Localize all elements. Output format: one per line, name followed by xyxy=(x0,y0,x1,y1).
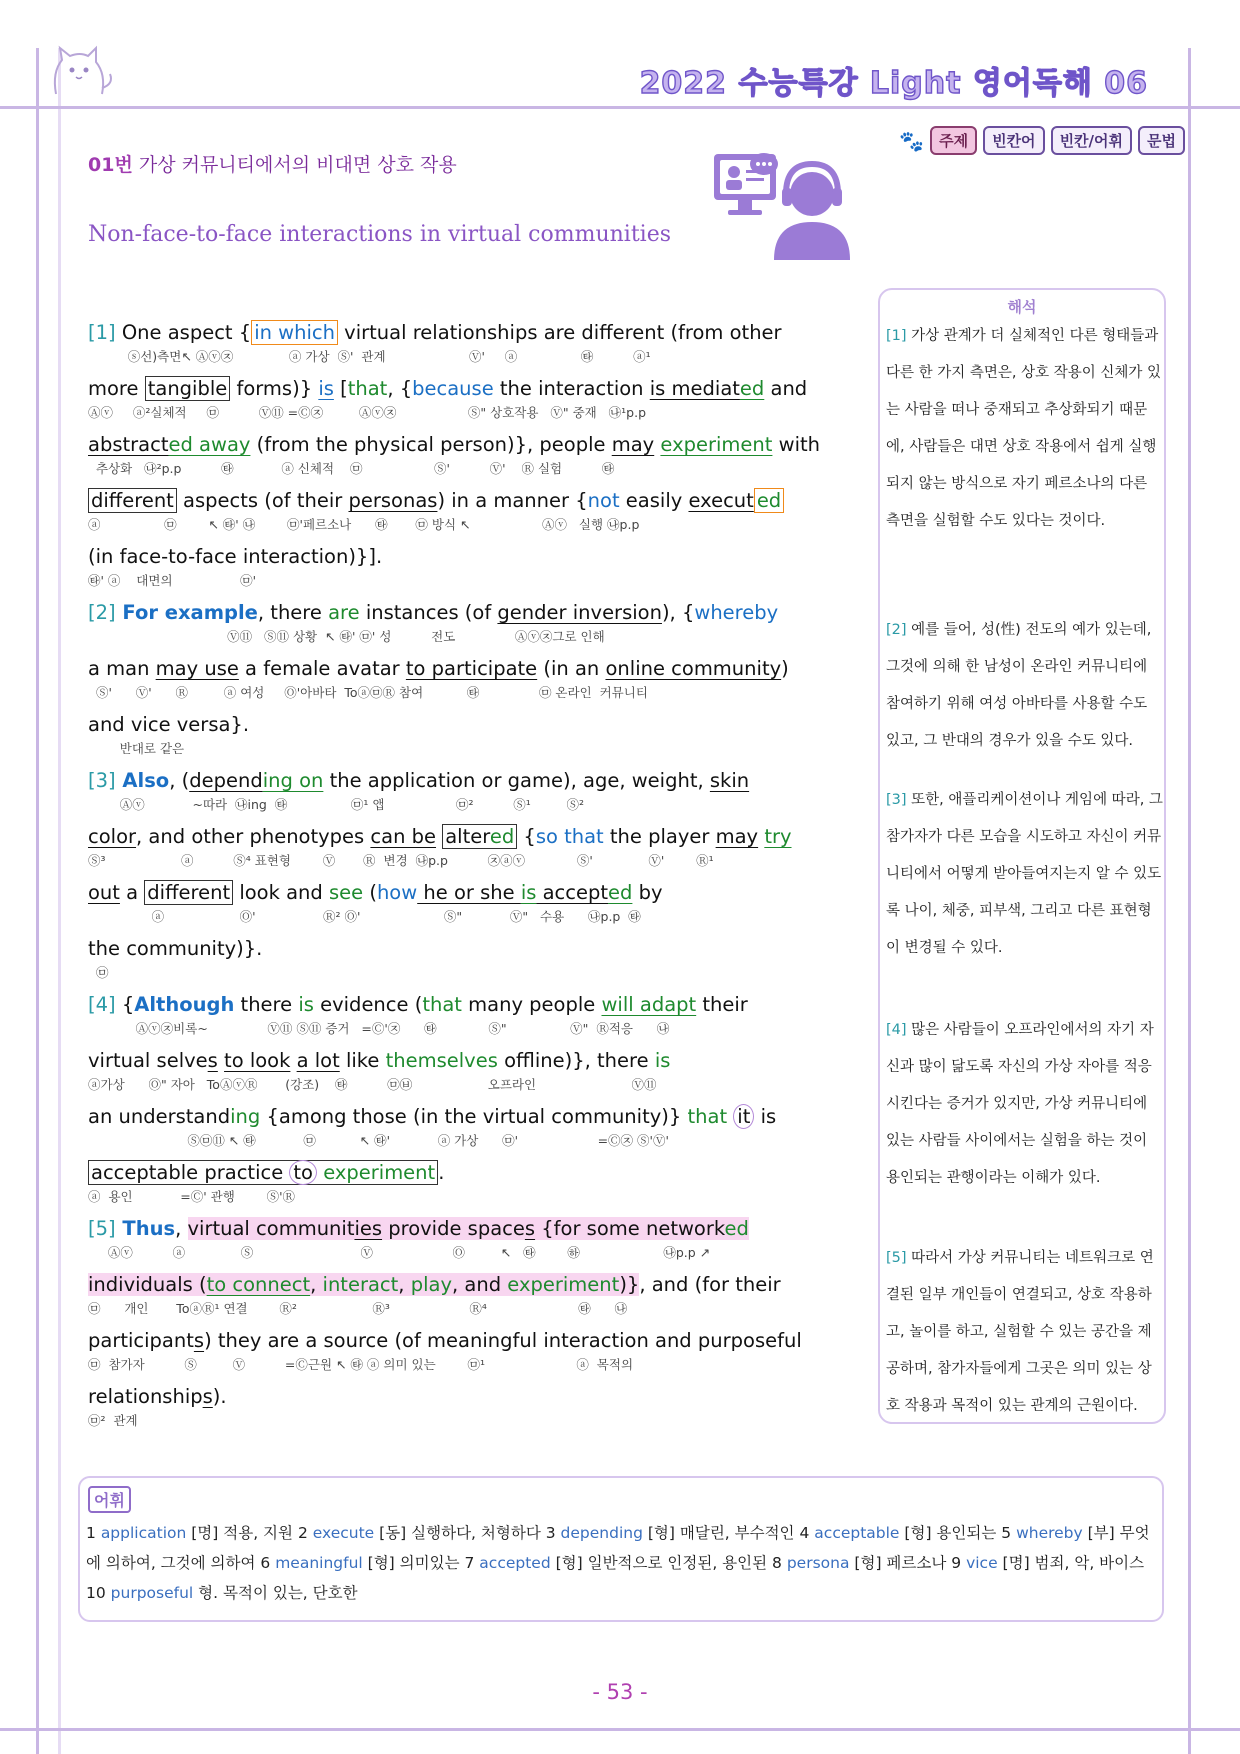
passage-line xyxy=(88,654,850,684)
verb-span: may use xyxy=(155,657,239,680)
vocab-meaning: [부] 무엇에 의하여, 그것에 의하여 xyxy=(86,1524,1150,1572)
text-span: with xyxy=(772,433,821,456)
para-number: [4] xyxy=(886,1022,907,1038)
text-span: color xyxy=(88,825,137,848)
vocab-word: persona xyxy=(786,1554,850,1572)
passage-line xyxy=(88,374,850,404)
connector-span: Thus xyxy=(115,1217,176,1240)
gloss-line: ㉹' ⓐ 대면의 ㉤' xyxy=(88,573,257,588)
text-span: and xyxy=(764,377,808,400)
suffix-span: s xyxy=(207,1049,218,1072)
text-span: a lot xyxy=(296,1049,340,1072)
passage-line xyxy=(88,822,850,852)
vocab-meaning: 형. 목적이 있는, 단호한 xyxy=(198,1584,358,1602)
gloss-line: Ⓥ⑪ Ⓢ⑪ 상황 ↖ ㉹' ㉤' 성 전도 Ⓐⓥ㉨그로 인해 xyxy=(88,629,605,644)
header-title: 2022 수능특강 Light 영어독해 06 xyxy=(639,66,1148,101)
passage-line xyxy=(88,1326,850,1356)
vocab-item xyxy=(951,1554,1144,1572)
vocab-word: meaningful xyxy=(275,1554,363,1572)
text-span: virtual communit xyxy=(187,1217,355,1240)
verb-span: can be xyxy=(370,825,437,848)
vocab-word: vice xyxy=(966,1554,998,1572)
question-title xyxy=(88,150,457,177)
vocab-meaning: [동] 실행하다, 처형하다 xyxy=(379,1524,541,1542)
text-span: , { xyxy=(387,377,413,400)
vocabulary-list xyxy=(86,1518,1154,1608)
para-number: [5] xyxy=(886,1250,907,1266)
text-span: provide space xyxy=(382,1217,525,1240)
gloss-line: Ⓐⓥ ⓐ Ⓢ Ⓥ Ⓞ ↖ ㉹ ㉻ ㉯p.p ↗ xyxy=(88,1245,711,1260)
conjunction-span: so that xyxy=(535,825,604,848)
text-span: skin xyxy=(709,769,750,792)
text-span: , and (for their xyxy=(639,1273,781,1296)
text-span: acceptable practice xyxy=(91,1161,290,1184)
passage-line xyxy=(88,1382,850,1412)
verb-span: execut xyxy=(688,489,754,512)
verb-span: are xyxy=(328,601,360,624)
passage-line xyxy=(88,598,850,628)
text-span: ) they are a source (of meaningful interaction and purposeful xyxy=(204,1329,802,1352)
connector-span: For example xyxy=(115,601,258,624)
text-span: [ xyxy=(333,377,348,400)
text-span: a man xyxy=(88,657,156,680)
text-span: individuals ( xyxy=(88,1273,207,1296)
para-number: [2] xyxy=(886,622,907,638)
gloss-line: 반대로 같은 xyxy=(88,741,185,756)
frame-top-line xyxy=(0,106,1240,109)
vocab-word: accepted xyxy=(479,1554,551,1572)
conjunction-span: that xyxy=(347,377,388,400)
vocab-number: 7 xyxy=(464,1554,475,1572)
verb-span: to connect xyxy=(206,1273,311,1296)
passage-line xyxy=(88,1214,850,1244)
text-span: {for some network xyxy=(535,1217,725,1240)
boxed-suffix: ed xyxy=(754,488,784,513)
vocab-meaning: [형] 페르소나 xyxy=(854,1554,947,1572)
vocabulary-heading: 어휘 xyxy=(88,1486,131,1513)
passage-line: acceptable practice to experiment . xyxy=(88,1158,850,1188)
vocab-number: 8 xyxy=(772,1554,782,1572)
vocab-meaning: [명] 범죄, 악, 바이스 xyxy=(1002,1554,1145,1572)
text-span: a female avatar xyxy=(238,657,406,680)
gloss-line: ⓐ Ⓞ' Ⓡ² Ⓞ' Ⓢ" Ⓥ" 수용 ㉯p.p ㉹ xyxy=(88,909,641,924)
text-span: , xyxy=(398,1273,411,1296)
translation-para-5 xyxy=(886,1240,1164,1425)
translation-heading: 해석 xyxy=(1007,298,1037,316)
paw-icon: 🐾 xyxy=(899,128,925,153)
vocabulary-box xyxy=(78,1476,1164,1622)
circled-word: to xyxy=(289,1160,317,1185)
verb-span: to look xyxy=(224,1049,291,1072)
verb-span: experiment xyxy=(323,1161,436,1184)
verb-span: will adapt xyxy=(601,993,697,1016)
text-span: evidence ( xyxy=(313,993,423,1016)
text-span: virtual relationships are different (from other xyxy=(337,321,782,344)
frame-left-inner xyxy=(58,48,61,1754)
verb-span: interact xyxy=(322,1273,399,1296)
text-span: {among those (in the virtual community)} xyxy=(260,1105,688,1128)
translation-text: 많은 사람들이 오프라인에서의 자기 자신과 많이 닮도록 자신의 가상 자아를 적응시킨다는 증거가 있지만, 가상 커뮤니티에 있는 사람들 사이에서는 실험을 하는 것이 용인되는 관행이라는 이해가 있다. xyxy=(886,1022,1154,1186)
gloss-line: Ⓢ㉤⑪ ↖ ㉹ ㉤ ↖ ㉹' ⓐ 가상 ㉤' =Ⓒ㉨ Ⓢ'Ⓥ' xyxy=(88,1133,669,1148)
vocab-word: whereby xyxy=(1016,1524,1083,1542)
vocab-word: execute xyxy=(312,1524,375,1542)
suffix-span: ing xyxy=(230,1105,261,1128)
text-span: there xyxy=(234,993,299,1016)
vocab-meaning: [형] 매달린, 부수적인 xyxy=(647,1524,795,1542)
passage-line xyxy=(88,318,850,348)
passage-line xyxy=(88,710,850,740)
frame-left-outer xyxy=(36,48,39,1754)
gloss-line: ㉤² 관계 xyxy=(88,1413,138,1428)
gloss-line: Ⓐⓥ㉨비록~ Ⓥ⑪ Ⓢ⑪ 증거 =Ⓒ'㉨ ㉹ Ⓢ" Ⓥ" Ⓡ적응 ㉯ xyxy=(88,1021,670,1036)
translation-para-4 xyxy=(886,1012,1164,1197)
text-span: { xyxy=(517,825,536,848)
text-span: , ( xyxy=(169,769,190,792)
passage xyxy=(88,318,850,1438)
text-span: , and other phenotypes xyxy=(136,825,371,848)
text-span: { xyxy=(115,993,135,1016)
conjunction-span: how xyxy=(376,881,418,904)
text-span: not xyxy=(587,489,620,512)
suffix-span: s xyxy=(193,1329,205,1352)
text-span: gender inversion xyxy=(497,601,662,624)
translation-para-2 xyxy=(886,612,1164,760)
text-span: and vice versa}. xyxy=(88,713,250,736)
text-span: personas xyxy=(348,489,438,512)
suffix-span: ed xyxy=(489,825,515,848)
text-span: more xyxy=(88,377,145,400)
vocab-item xyxy=(772,1554,946,1572)
text-span: (in an xyxy=(537,657,606,680)
tag-topic: 주제 xyxy=(930,126,977,155)
translation-text: 따라서 가상 커뮤니티는 네트워크로 연결된 일부 개인들이 연결되고, 상호 작용하고, 놀이를 하고, 실험할 수 있는 공간을 제공하며, 참가자들에게 그곳은 의미 있는 상호 작용과 목적이 있는 관계의 근원이다. xyxy=(886,1250,1154,1414)
verb-span: is xyxy=(318,377,334,400)
text-span: the application or game), age, weight, xyxy=(323,769,710,792)
boxed-word: tangible xyxy=(145,376,231,401)
text-span: online community xyxy=(605,657,782,680)
text-span: ), { xyxy=(661,601,695,624)
vocab-word: purposeful xyxy=(110,1584,194,1602)
translation-text: 또한, 애플리케이션이나 게임에 따라, 그 참가자가 다른 모습을 시도하고 자신이 커뮤니티에서 어떻게 받아들여지는지 알 수 있도록 나이, 체중, 피부색, 그리고 다른 표현형이 변경될 수 있다. xyxy=(886,792,1163,956)
gloss-line: Ⓢ' Ⓥ' Ⓡ ⓐ 여성 Ⓞ'아바타 Toⓐ㉤Ⓡ 참여 ㉹ ㉤ 온라인 커뮤니티 xyxy=(88,685,648,700)
verb-span: try xyxy=(764,825,792,848)
text-span: , xyxy=(310,1273,323,1296)
verb-span: experiment xyxy=(507,1273,620,1296)
vocab-item xyxy=(799,1524,996,1542)
text-span: their xyxy=(696,993,748,1016)
para-number: [2] xyxy=(88,601,116,624)
boxed-word: different xyxy=(88,488,177,513)
text-span: out xyxy=(88,881,120,904)
passage-line xyxy=(88,878,850,908)
suffix-span: ed away xyxy=(168,433,251,456)
gloss-line: ⓐ ㉤ ↖ ㉹' ㉯ ㉤'페르소나 ㉹ ㉤ 방식 ↖ Ⓐⓥ 실행 ㉯p.p xyxy=(88,517,640,532)
text-span: forms)} xyxy=(230,377,319,400)
passage-line xyxy=(88,1270,850,1300)
vocab-number: 2 xyxy=(297,1524,308,1542)
boxed-word: in which xyxy=(251,320,338,345)
gloss-line: ⓢ선)측면↖ Ⓐⓥ㉨ ⓐ 가상 Ⓢ' 관계 Ⓥ' ⓐ ㉹ ⓐ¹ xyxy=(88,349,651,364)
vocab-number: 10 xyxy=(86,1584,106,1602)
gloss-line: ㉤ 참가자 Ⓢ Ⓥ =Ⓒ근원 ↖ ㉹ ⓐ 의미 있는 ㉤¹ ⓐ 목적의 xyxy=(88,1357,634,1372)
verb-span: is mediat xyxy=(649,377,740,400)
text-span: ) xyxy=(781,657,789,680)
text-span: instances (of xyxy=(359,601,498,624)
vocab-meaning: [형] 의미있는 xyxy=(367,1554,460,1572)
text-span: themselves xyxy=(385,1049,498,1072)
text-span: is xyxy=(754,1105,777,1128)
text-span: by xyxy=(632,881,663,904)
verb-span: experiment xyxy=(660,433,773,456)
text-span: he or she xyxy=(417,881,521,904)
page-number: - 53 - xyxy=(592,1680,648,1704)
question-number: 01번 xyxy=(88,154,133,176)
vocab-meaning: [명] 적용, 지원 xyxy=(191,1524,293,1542)
para-number: [5] xyxy=(88,1217,116,1240)
text-span: (in face-to-face interaction)}]. xyxy=(88,545,383,568)
text-span: look and xyxy=(233,881,329,904)
gloss-line: Ⓢ³ ⓐ Ⓢ⁴ 표현형 Ⓥ Ⓡ 변경 ㉯p.p ㉨ⓐⓥ Ⓢ' Ⓥ' Ⓡ¹ xyxy=(88,853,714,868)
vocab-item xyxy=(86,1524,293,1542)
text-span: (from the physical person)}, people xyxy=(250,433,612,456)
verb-span: is xyxy=(298,993,314,1016)
passage-line xyxy=(88,430,850,460)
vocab-number: 6 xyxy=(260,1554,271,1572)
suffix-span: ed xyxy=(724,1217,749,1240)
para-number: [3] xyxy=(886,792,907,808)
text-span: , xyxy=(175,1217,188,1240)
text-span: easily xyxy=(619,489,689,512)
vocab-meaning: [형] 용인되는 xyxy=(904,1524,997,1542)
para-number: [4] xyxy=(88,993,116,1016)
suffix-span: s xyxy=(202,1385,213,1408)
passage-line xyxy=(88,990,850,1020)
suffix-span: ing on xyxy=(262,769,324,792)
translation-text: 가상 관계가 더 실체적인 다른 형태들과 다른 한 가지 측면은, 상호 작용이 신체가 있는 사람을 떠나 중재되고 추상화되기 때문에, 사람들은 대면 상호 작용에서 쉽게 실행되지 않는 방식으로 자기 페르소나의 다른 측면을 실험할 수도 있다는 것이다. xyxy=(886,328,1161,529)
verb-span: play xyxy=(410,1273,452,1296)
conjunction-span: Although xyxy=(134,993,235,1016)
tag-blank-word: 빈칸어 xyxy=(983,126,1044,155)
connector-span: Also xyxy=(115,769,170,792)
question-type-tags xyxy=(899,126,1185,155)
frame-bottom-line xyxy=(0,1728,1240,1731)
suffix-span: ed xyxy=(608,881,633,904)
conjunction-span: because xyxy=(412,377,494,400)
translation-para-1 xyxy=(886,318,1164,540)
suffix-span: s xyxy=(524,1217,536,1240)
verb-span: is xyxy=(520,881,537,904)
gloss-line: 추상화 ㉯²p.p ㉹ ⓐ 신체적 ㉤ Ⓢ' Ⓥ' Ⓡ 실험 ㉹ xyxy=(88,461,615,476)
online-support-icon xyxy=(712,150,862,260)
vocab-number: 9 xyxy=(951,1554,962,1572)
gloss-line: ㉤ 개인 ToⓐⓇ¹ 연결 Ⓡ² Ⓡ³ Ⓡ⁴ ㉹ ㉯ xyxy=(88,1301,628,1316)
boxed-word: different xyxy=(144,880,233,905)
text-span: participant xyxy=(88,1329,194,1352)
highlighted-sentence xyxy=(88,1273,639,1296)
verb-span: may xyxy=(611,433,655,456)
suffix-span: ed xyxy=(739,377,765,400)
verb-span: is xyxy=(654,1049,671,1072)
translation-para-3 xyxy=(886,782,1164,967)
text-span: offline)}, there xyxy=(497,1049,655,1072)
circled-word: it xyxy=(733,1104,754,1129)
para-number: [1] xyxy=(886,328,907,344)
highlighted-sentence xyxy=(188,1217,749,1240)
text-span: many people xyxy=(461,993,602,1016)
gloss-line: ⓐ 용인 =Ⓒ' 관행 Ⓢ'Ⓡ xyxy=(88,1189,296,1204)
translation-text: 예를 들어, 성(性) 전도의 예가 있는데, 그것에 의해 한 남성이 온라인 커뮤니티에 참여하기 위해 여성 아바타를 사용할 수도 있고, 그 반대의 경우가 있을 수도 있다. xyxy=(886,622,1152,749)
boxed-phrase xyxy=(88,1160,438,1185)
tag-blank-vocab: 빈칸/어휘 xyxy=(1051,126,1132,155)
text-span: , there xyxy=(257,601,329,624)
verb-span: depend xyxy=(189,769,263,792)
cat-icon xyxy=(48,44,118,102)
passage-line xyxy=(88,486,850,516)
text-span: ( xyxy=(363,881,377,904)
text-span: One aspect { xyxy=(115,321,252,344)
gloss-line: Ⓐⓥ ⓐ²실체적 ㉤ Ⓥ⑪ =Ⓒ㉨ Ⓐⓥ㉨ Ⓢ" 상호작용 Ⓥ" 중재 ㉯¹p.p xyxy=(88,405,647,420)
gloss-line: Ⓐⓥ ~따라 ㉯ing ㉹ ㉤¹ 앱 ㉤² Ⓢ¹ Ⓢ² xyxy=(88,797,584,812)
vocab-word: acceptable xyxy=(814,1524,900,1542)
text-span: ). xyxy=(212,1385,227,1408)
vocab-number: 4 xyxy=(799,1524,810,1542)
tag-grammar: 문법 xyxy=(1138,126,1185,155)
vocab-number: 3 xyxy=(545,1524,556,1542)
passage-line xyxy=(88,934,850,964)
vocab-item xyxy=(298,1524,541,1542)
text-span: the interaction xyxy=(493,377,650,400)
gloss-line: ㉤ xyxy=(88,965,109,980)
para-number: [3] xyxy=(88,769,116,792)
passage-line xyxy=(88,542,850,572)
vocab-word: depending xyxy=(560,1524,643,1542)
vocab-number: 5 xyxy=(1001,1524,1012,1542)
vocab-item xyxy=(260,1554,459,1572)
frame-right xyxy=(1188,48,1191,1754)
vocab-word: application xyxy=(100,1524,187,1542)
boxed-word xyxy=(442,824,517,849)
conjunction-span: that xyxy=(687,1105,728,1128)
text-span: a xyxy=(119,881,145,904)
conjunction-span: that xyxy=(422,993,462,1016)
question-subtitle: Non-face-to-face interactions in virtual communities xyxy=(88,222,672,247)
text-span: an understand xyxy=(88,1105,231,1128)
verb-span: see xyxy=(328,881,364,904)
text-span: , and xyxy=(452,1273,508,1296)
text-span: )} xyxy=(619,1273,640,1296)
passage-line xyxy=(88,1046,850,1076)
conjunction-span: whereby xyxy=(694,601,779,624)
text-span: alter xyxy=(445,825,490,848)
text-span: like xyxy=(339,1049,386,1072)
text-span: the community)}. xyxy=(88,937,263,960)
text-span: virtual selve xyxy=(88,1049,208,1072)
text-span: aspects (of their xyxy=(176,489,349,512)
para-number: [1] xyxy=(88,321,116,344)
verb-span: may xyxy=(715,825,759,848)
text-span: the player xyxy=(603,825,716,848)
verb-span: to participate xyxy=(405,657,538,680)
vocab-item xyxy=(86,1584,358,1602)
vocab-meaning: [형] 일반적으로 인정된, 용인된 xyxy=(555,1554,768,1572)
text-span: relationship xyxy=(88,1385,203,1408)
vocab-item xyxy=(546,1524,795,1542)
question-title-text: 가상 커뮤니티에서의 비대면 상호 작용 xyxy=(138,154,457,176)
verb-span: accept xyxy=(536,881,609,904)
vocab-number: 1 xyxy=(86,1524,96,1542)
passage-line xyxy=(88,766,850,796)
passage-line xyxy=(88,1102,850,1132)
verb-span: abstract xyxy=(88,433,169,456)
vocab-item xyxy=(464,1554,767,1572)
suffix-span: ies xyxy=(354,1217,383,1240)
text-span: ) in a manner { xyxy=(437,489,588,512)
gloss-line: ⓐ가상 Ⓞ" 자아 ToⒶⓥⓇ (강조) ㉹ ㉤㉥ 오프라인 Ⓥ⑪ xyxy=(88,1077,657,1092)
